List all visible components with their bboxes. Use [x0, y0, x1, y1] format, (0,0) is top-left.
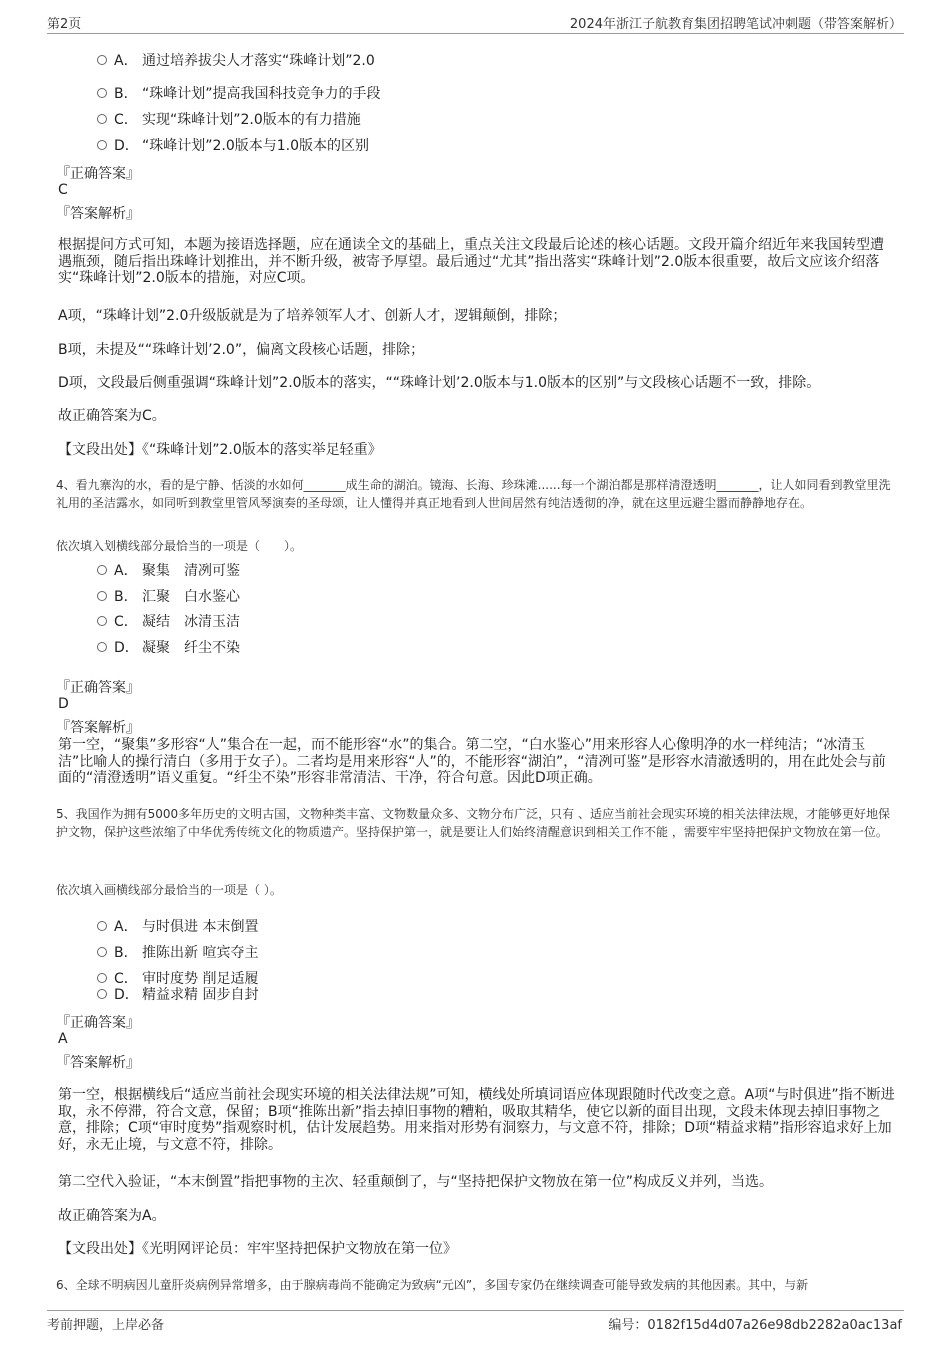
- q4-analysis-label: 『答案解析』: [56, 720, 140, 736]
- q3-option-a[interactable]: A． 通过培养拔尖人才落实“珠峰计划”2.0: [97, 50, 375, 70]
- q4-option-a[interactable]: A． 聚集 清冽可鉴: [97, 560, 240, 580]
- q3-analysis-para-4: D项，文段最后侧重强调“珠峰计划”2.0版本的落实，““珠峰计划’2.0版本与1.0版本的区别”与文段核心话题不一致，排除。: [58, 375, 821, 391]
- q5-answer-label: 『正确答案』: [56, 1015, 140, 1031]
- q3-analysis-para-2: A项，“珠峰计划”2.0升级版就是为了培养领军人才、创新人才，逻辑颠倒，排除；: [58, 308, 567, 324]
- q5-stem: 5、我国作为拥有5000多年历史的文明古国，文物种类丰富、文物数量众多、文物分布广泛，只有 、适应当前社会现实环境的相关法律法规，才能够更好地保护文物，保护这些浓缩了中华优秀传统文化的物质遗产。坚持保护第一，就是要让人们始终清醒意识到相关工作不能 ，需要牢牢坚持把保护文物放在第一位。: [56, 807, 890, 839]
- q4-answer: D: [58, 696, 69, 712]
- q6-stem: 6、全球不明病因儿童肝炎病例异常增多，由于腺病毒尚不能确定为致病“元凶”，多国专家仍在继续调查可能导致发病的其他因素。其中，与新: [56, 1278, 809, 1292]
- q5-option-c[interactable]: C． 审时度势 削足适履: [97, 968, 258, 988]
- radio-icon[interactable]: [97, 947, 107, 957]
- q5-analysis-label: 『答案解析』: [56, 1055, 140, 1071]
- q3-analysis-para-1: 根据提问方式可知，本题为接语选择题，应在通读全文的基础上，重点关注文段最后论述的核心话题。文段开篇介绍近年来我国转型遭遇瓶颈，随后指出珠峰计划推出，并不断升级，被寄予厚望。最后通过“尤其”指出落实“珠峰计划”2.0版本很重要，故后文应该介绍落实“珠峰计划”2.0版本的措施，对应C项。: [58, 237, 884, 286]
- footer-code: [608, 1314, 902, 1333]
- footer-divider: [47, 1310, 904, 1311]
- radio-icon[interactable]: [97, 642, 107, 652]
- footer-code-label: 编号：: [608, 1318, 648, 1333]
- radio-icon[interactable]: [97, 55, 107, 65]
- radio-icon[interactable]: [97, 616, 107, 626]
- footer-slogan: 考前押题，上岸必备: [47, 1318, 165, 1333]
- q4-option-c[interactable]: C． 凝结 冰清玉洁: [97, 611, 240, 631]
- footer-code-value: 0182f15d4d07a26e98db2282a0ac13af: [647, 1318, 902, 1333]
- radio-icon[interactable]: [97, 921, 107, 931]
- radio-icon[interactable]: [97, 591, 107, 601]
- q5-option-b[interactable]: B． 推陈出新 喧宾夺主: [97, 942, 258, 962]
- q3-option-c[interactable]: C． 实现“珠峰计划”2.0版本的有力措施: [97, 109, 361, 129]
- q3-source: 【文段出处】《“珠峰计划”2.0版本的落实举足轻重》: [58, 442, 382, 458]
- header-divider: [47, 33, 904, 34]
- q5-analysis-para-2: 第二空代入验证，“本末倒置”指把事物的主次、轻重颠倒了，与“坚持把保护文物放在第一位”构成反义并列，当选。: [58, 1174, 774, 1190]
- q3-option-b[interactable]: B． “珠峰计划”提高我国科技竞争力的手段: [97, 83, 381, 103]
- q5-option-d[interactable]: D． 精益求精 固步自封: [97, 984, 258, 1004]
- q4-stem: 4、看九寨沟的水，看的是宁静、恬淡的水如何_______成生命的湖泊。镜海、长海、珍珠滩......每一个湖泊都是那样清澄透明_______，让人如同看到教堂里洗礼用的圣洁露水，如同听到教堂里管风琴演奏的圣母颂，让人懂得并真正地看到人世间居然有纯洁透彻的净，就在这里远避尘嚣而静静地存在。: [56, 478, 891, 510]
- q5-source: 【文段出处】《光明网评论员：牢牢坚持把保护文物放在第一位》: [58, 1241, 457, 1257]
- q5-analysis-para-3: 故正确答案为A。: [58, 1208, 166, 1224]
- radio-icon[interactable]: [97, 565, 107, 575]
- q3-answer: C: [58, 182, 68, 198]
- q3-answer-label: 『正确答案』: [56, 166, 140, 182]
- radio-icon[interactable]: [97, 140, 107, 150]
- q4-option-d[interactable]: D． 凝聚 纤尘不染: [97, 637, 240, 657]
- q5-prompt: 依次填入画横线部分最恰当的一项是（ ）。: [56, 883, 282, 897]
- radio-icon[interactable]: [97, 989, 107, 999]
- q3-analysis-label: 『答案解析』: [56, 206, 140, 222]
- radio-icon[interactable]: [97, 88, 107, 98]
- q5-option-a[interactable]: A． 与时俱进 本末倒置: [97, 916, 258, 936]
- q4-answer-label: 『正确答案』: [56, 680, 140, 696]
- radio-icon[interactable]: [97, 114, 107, 124]
- q4-option-b[interactable]: B． 汇聚 白水鉴心: [97, 586, 240, 606]
- page-number: 第2页: [47, 17, 82, 32]
- q3-analysis-para-5: 故正确答案为C。: [58, 408, 166, 424]
- q4-prompt: 依次填入划横线部分最恰当的一项是（ ）。: [56, 539, 303, 553]
- q5-analysis-para-1: 第一空，根据横线后“适应当前社会现实环境的相关法律法规”可知，横线处所填词语应体现跟随时代改变之意。A项“与时俱进”指不断进取，永不停滞，符合文意，保留；B项“推陈出新”指去掉旧事物的糟粕，吸取其精华，使它以新的面目出现，文段未体现去掉旧事物之意，排除；C项“审时度势”指观察时机，估计发展趋势。用来指对形势有洞察力，与文意不符，排除；D项“精益求精”指形容追求好上加好，永无止境，与文意不符，排除。: [58, 1087, 895, 1153]
- q4-analysis: 第一空，“聚集”多形容“人”集合在一起，而不能形容“水”的集合。第二空，“白水鉴心”用来形容人心像明净的水一样纯洁；“冰清玉洁”比喻人的操行清白（多用于女子）。二者均是用来形容“人”的，不能形容“湖泊”，“清冽可鉴”是形容水清澈透明的，用在此处会与前面的“清澄透明”语义重复。“纤尘不染”形容非常清洁、干净，符合句意。因此D项正确。: [58, 737, 886, 786]
- document-title: 2024年浙江子航教育集团招聘笔试冲刺题（带答案解析）: [569, 17, 902, 32]
- radio-icon[interactable]: [97, 973, 107, 983]
- q3-option-d[interactable]: D． “珠峰计划”2.0版本与1.0版本的区别: [97, 135, 369, 155]
- q5-answer: A: [58, 1031, 68, 1047]
- q3-analysis-para-3: B项，未提及““珠峰计划’2.0”，偏离文段核心话题，排除；: [58, 342, 425, 358]
